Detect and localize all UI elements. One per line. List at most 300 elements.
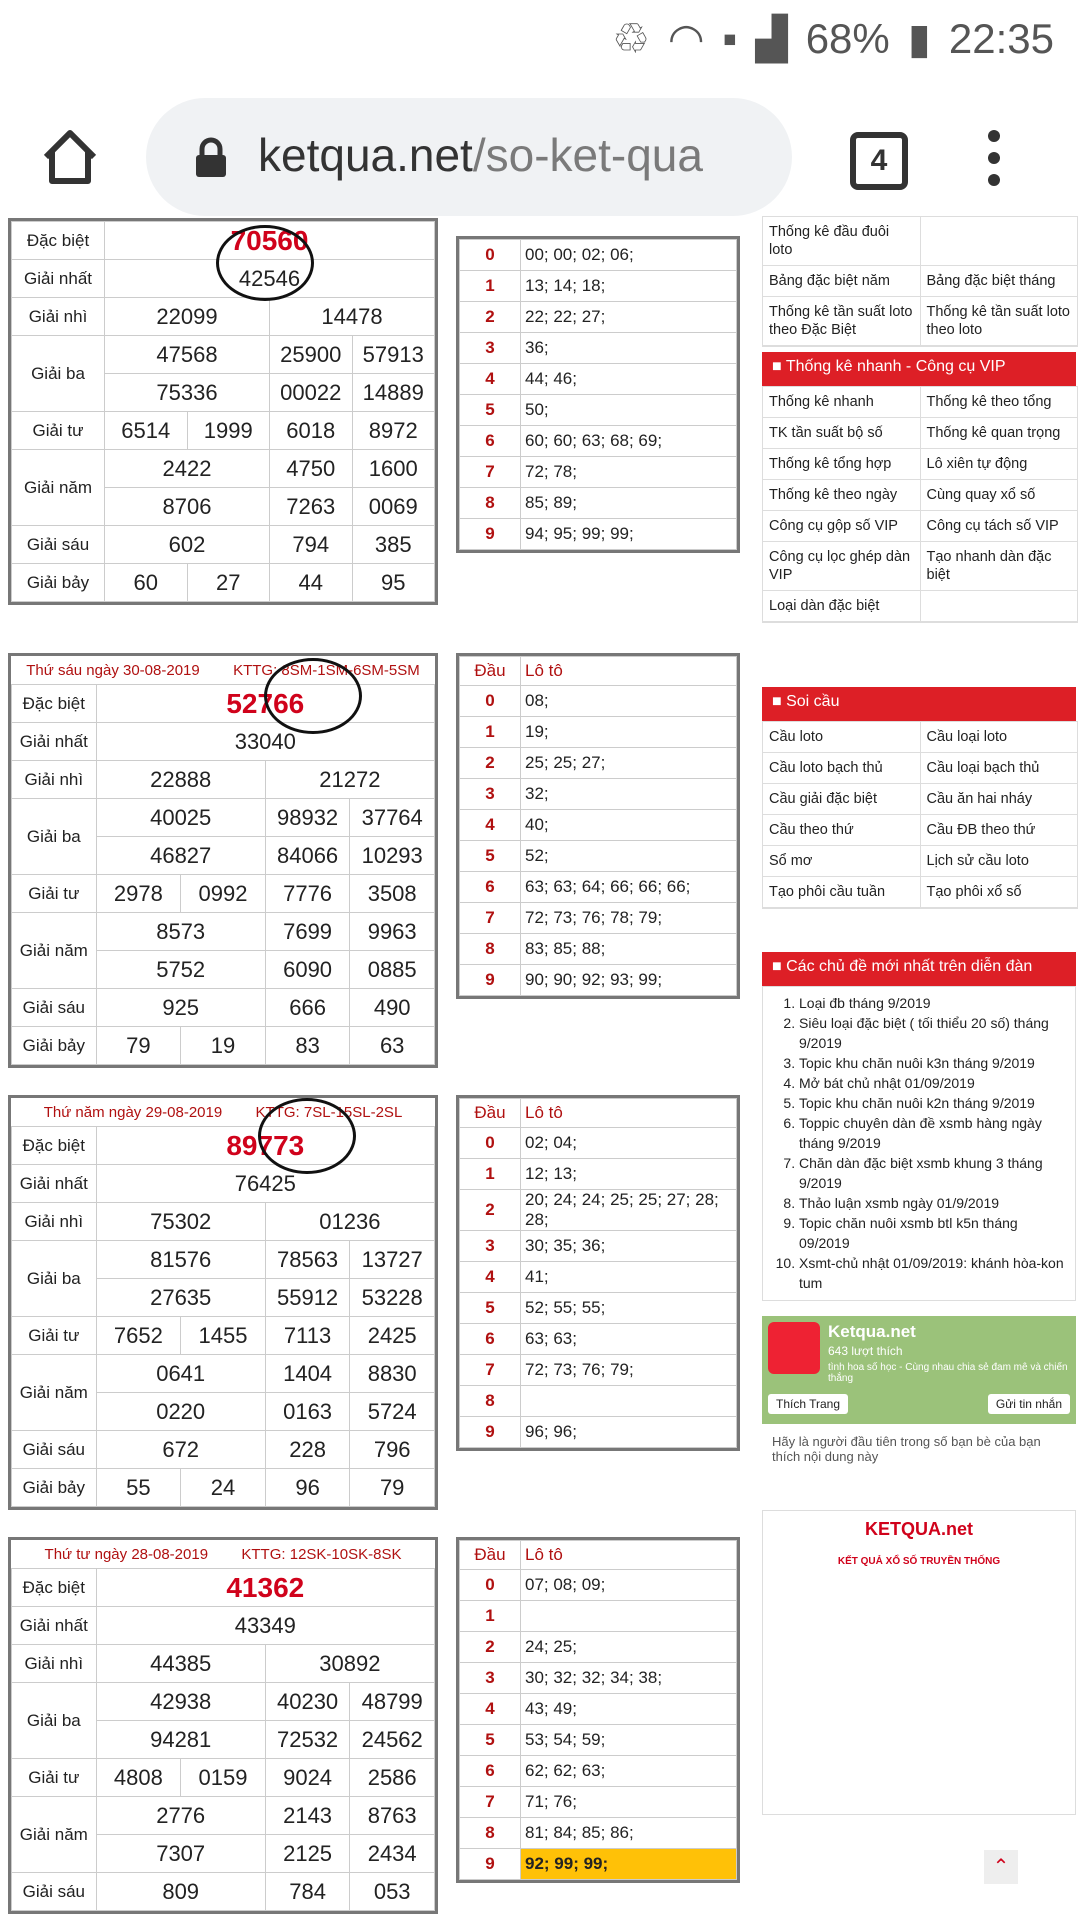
loto-values: 20; 24; 24; 25; 25; 27; 28; 28; [521,1190,737,1231]
thumb-logo: KETQUA.net [865,1519,973,1539]
second-prize: 22099 [105,298,270,336]
loto-head-digit: 2 [460,1190,521,1231]
chart-icon: ■ [772,358,786,375]
loto-head-digit: 9 [460,1417,521,1448]
label-g5: Giải năm [12,450,105,526]
sixth-prize: 490 [350,989,435,1027]
loto-values: 30; 35; 36; [521,1231,737,1262]
third-prize: 48799 [350,1683,435,1721]
loto-head-digit: 0 [460,1570,521,1601]
loto-head-digit: 1 [460,271,521,302]
sidebar-row [763,815,1077,846]
sidebar-link[interactable]: Cầu giải đặc biệt [763,784,921,814]
loto-head-digit: 7 [460,1355,521,1386]
loto-values: 92; 99; 99; [521,1849,737,1880]
sidebar-link-grid [762,721,1078,909]
special-prize: 52766 [96,685,434,723]
loto-table [456,1095,740,1451]
third-prize: 81576 [96,1241,265,1279]
label-g2: Giải nhì [12,1645,97,1683]
sidebar-link[interactable]: Thống kê tổng hợp [763,449,921,479]
fourth-prize: 7776 [265,875,350,913]
third-prize: 10293 [350,837,435,875]
sidebar-section-header [762,952,1076,986]
third-prize: 14889 [352,374,435,412]
sidebar-link[interactable]: Tạo nhanh dàn đặc biệt [926,549,1052,583]
wifi-icon: ◠ [667,15,705,62]
loto-head-digit: 2 [460,1632,521,1663]
loto-head-digit: 8 [460,934,521,965]
special-prize: 89773 [96,1127,434,1165]
third-prize: 40025 [96,799,265,837]
fifth-prize: 8830 [350,1355,435,1393]
loto-table [456,653,740,999]
sidebar-link-grid [762,216,1078,347]
loto-values: 02; 04; [521,1128,737,1159]
sixth-prize: 796 [350,1431,435,1469]
seventh-prize: 63 [350,1027,435,1065]
recycle-icon: ♲ [612,15,650,62]
third-prize: 94281 [96,1721,265,1759]
forum-topic-link[interactable]: 4. Mở bát chủ nhật 01/09/2019 [799,1073,1069,1093]
third-prize: 78563 [265,1241,350,1279]
loto-table [456,236,740,553]
fourth-prize: 9024 [265,1759,350,1797]
second-prize: 14478 [270,298,435,336]
seventh-prize: 44 [270,564,353,602]
loto-head-digit: 6 [460,1324,521,1355]
url-text [258,128,703,182]
loto-values: 25; 25; 27; [521,748,737,779]
third-prize: 84066 [265,837,350,875]
sidebar-link[interactable]: Lô xiên tự động [926,456,1028,472]
label-db: Đặc biệt [12,1569,97,1607]
result-table [8,653,438,1068]
loto-head-digit: 2 [460,302,521,333]
forum-topic-link[interactable]: 3. Topic khu chăn nuôi k3n tháng 9/2019 [799,1053,1069,1073]
sidebar-link[interactable]: TK tần suất bộ số [763,418,921,448]
fb-page-name[interactable]: Ketqua.net [828,1322,916,1341]
loto-head-digit: 9 [460,1849,521,1880]
loto-head-digit: 6 [460,1756,521,1787]
loto-head-digit: 9 [460,965,521,996]
loto-values: 72; 73; 76; 79; [521,1355,737,1386]
fb-likes: 643 lượt thích [828,1344,903,1358]
label-db: Đặc biệt [12,1127,97,1165]
loto-values [521,1601,737,1632]
third-prize: 46827 [96,837,265,875]
sidebar-link[interactable]: Cầu loto [763,722,921,752]
label-g1: Giải nhất [12,260,105,298]
special-prize: 41362 [96,1569,434,1607]
loto-values: 41; [521,1262,737,1293]
loto-values: 08; [521,686,737,717]
fourth-prize: 1999 [187,412,270,450]
first-prize: 33040 [96,723,434,761]
sidebar-link[interactable]: Thống kê tần suất loto theo Đặc Biệt [763,297,921,345]
forum-topic-link[interactable]: 1. Loại đb tháng 9/2019 [799,993,1069,1013]
draw-date: Thứ tư ngày 28-08-2019 [44,1545,209,1563]
third-prize: 57913 [352,336,435,374]
label-g7: Giải bảy [12,1027,97,1065]
fourth-prize: 2978 [96,875,181,913]
sixth-prize: 809 [96,1873,265,1911]
sidebar-link[interactable]: Loại dàn đặc biệt [763,591,921,621]
loto-head-digit: 3 [460,1663,521,1694]
sixth-prize: 784 [265,1873,350,1911]
seventh-prize: 96 [265,1469,350,1507]
loto-head-digit: 0 [460,240,521,271]
loto-table [456,1537,740,1883]
loto-head-digit: 3 [460,1231,521,1262]
seventh-prize: 95 [352,564,435,602]
loto-values: 81; 84; 85; 86; [521,1818,737,1849]
second-prize: 75302 [96,1203,265,1241]
sidebar-row [763,722,1077,753]
fifth-prize: 8573 [96,913,265,951]
sidebar-link[interactable]: Thống kê đầu đuôi loto [763,217,921,265]
loto-values: 40; [521,810,737,841]
sidebar-link[interactable]: Công cụ lọc ghép dàn VIP [763,542,921,590]
message-icon: ▪ [722,14,738,62]
loto-head-digit: 6 [460,426,521,457]
fourth-prize: 0992 [181,875,266,913]
sidebar-row [763,217,1077,266]
section-title: Các chủ đề mới nhất trên diễn đàn [786,958,1033,975]
loto-head-digit: 5 [460,1725,521,1756]
forum-topic-link[interactable]: 10. Xsmt-chủ nhật 01/09/2019: khánh hòa-kon tum [799,1253,1069,1293]
sidebar-link[interactable]: Thống kê tần suất loto theo loto [926,304,1070,338]
loto-head-digit: 1 [460,1159,521,1190]
first-prize: 43349 [96,1607,434,1645]
sidebar-link[interactable]: Sổ mơ [763,846,921,876]
seventh-prize: 27 [187,564,270,602]
loto-head-digit: 5 [460,395,521,426]
fifth-prize: 0641 [96,1355,265,1393]
second-prize: 44385 [96,1645,265,1683]
loto-head-digit: 7 [460,903,521,934]
label-g5: Giải năm [12,1797,97,1873]
fourth-prize: 2586 [350,1759,435,1797]
fb-logo [768,1322,820,1374]
label-g4: Giải tư [12,412,105,450]
section-title: Soi cầu [786,693,840,710]
loto-values: 63; 63; [521,1324,737,1355]
dau-header: Đầu [460,657,521,686]
label-g3: Giải ba [12,1683,97,1759]
label-g3: Giải ba [12,1241,97,1317]
fourth-prize: 1455 [181,1317,266,1355]
sixth-prize: 228 [265,1431,350,1469]
second-prize: 22888 [96,761,265,799]
forum-topic-link[interactable]: 8. Thảo luận xsmb ngày 01/9/2019 [799,1193,1069,1213]
label-g2: Giải nhì [12,298,105,336]
label-g3: Giải ba [12,799,97,875]
label-g4: Giải tư [12,875,97,913]
loto-values: 43; 49; [521,1694,737,1725]
sixth-prize: 794 [270,526,353,564]
sidebar-link[interactable]: Thống kê theo tổng [926,394,1052,410]
dau-header: Đầu [460,1099,521,1128]
fourth-prize: 7113 [265,1317,350,1355]
handwritten-circle [258,1098,356,1174]
loto-values: 12; 13; [521,1159,737,1190]
sidebar-link[interactable]: Thống kê theo ngày [763,480,921,510]
page-content [0,224,1080,1920]
fourth-prize: 0159 [181,1759,266,1797]
second-prize: 01236 [265,1203,434,1241]
sixth-prize: 672 [96,1431,265,1469]
fifth-prize: 1600 [352,450,435,488]
loto-values: 60; 60; 63; 68; 69; [521,426,737,457]
fifth-prize: 9963 [350,913,435,951]
label-g2: Giải nhì [12,1203,97,1241]
signal-icon: ▟ [755,15,788,62]
sidebar-row [763,449,1077,480]
sidebar-link [921,217,1078,265]
address-bar[interactable] [146,98,792,216]
fb-note: Hãy là người đầu tiên trong số bạn bè của bạn thích nội dung này [772,1434,1041,1464]
loto-values: 07; 08; 09; [521,1570,737,1601]
loto-values: 30; 32; 32; 34; 38; [521,1663,737,1694]
second-prize: 30892 [265,1645,434,1683]
sidebar-row [763,511,1077,542]
thumb-title: KẾT QUẢ XỔ SỐ TRUYỀN THỐNG [837,1556,1001,1567]
lock-icon [194,138,228,178]
loto-head-digit: 8 [460,488,521,519]
loto-values: 52; [521,841,737,872]
facebook-page-widget[interactable] [762,1316,1076,1424]
label-g5: Giải năm [12,1355,97,1431]
results-thumbnail-image [762,1510,1076,1815]
scroll-to-top-button[interactable]: ⌃ [984,1850,1018,1884]
label-g6: Giải sáu [12,1873,97,1911]
like-page-button[interactable]: Thích Trang [768,1394,848,1414]
label-g6: Giải sáu [12,526,105,564]
loto-values: 00; 00; 02; 06; [521,240,737,271]
sidebar-link-grid [762,386,1078,623]
loto-head-digit: 4 [460,1694,521,1725]
fourth-prize: 6514 [105,412,188,450]
sidebar-link[interactable]: Cầu ĐB theo thứ [926,822,1036,838]
loto-head-digit: 4 [460,810,521,841]
loto-head-digit: 4 [460,364,521,395]
sidebar-section-header [762,687,1076,721]
sidebar-link[interactable]: Công cụ tách số VIP [926,518,1059,534]
third-prize: 42938 [96,1683,265,1721]
loto-values: 36; [521,333,737,364]
sidebar-row [763,877,1077,908]
result-table [8,1095,438,1510]
loto-header: Lô tô [521,657,737,686]
sidebar-link[interactable]: Cầu ăn hai nháy [926,791,1033,807]
second-prize: 21272 [265,761,434,799]
loto-head-digit: 2 [460,748,521,779]
sixth-prize: 385 [352,526,435,564]
first-prize: 42546 [105,260,435,298]
loto-head-digit: 8 [460,1386,521,1417]
loto-values: 72; 73; 76; 78; 79; [521,903,737,934]
loto-values [521,1386,737,1417]
sidebar-link[interactable]: Tạo phôi xổ số [926,884,1022,900]
fourth-prize: 2425 [350,1317,435,1355]
loto-values: 19; [521,717,737,748]
fifth-prize: 7699 [265,913,350,951]
loto-head-digit: 9 [460,519,521,550]
fifth-prize: 7263 [270,488,353,526]
loto-values: 71; 76; [521,1787,737,1818]
loto-values: 24; 25; [521,1632,737,1663]
fb-tagline: tình hoa số học - Cùng nhau chia sẻ đam mê và chiến thắng [828,1362,1068,1384]
third-prize: 98932 [265,799,350,837]
sixth-prize: 053 [350,1873,435,1911]
seventh-prize: 83 [265,1027,350,1065]
sidebar-row [763,387,1077,418]
label-g3: Giải ba [12,336,105,412]
third-prize: 25900 [270,336,353,374]
fifth-prize: 6090 [265,951,350,989]
seventh-prize: 79 [350,1469,435,1507]
third-prize: 27635 [96,1279,265,1317]
label-g6: Giải sáu [12,989,97,1027]
forum-topic-link[interactable]: 5. Topic khu chăn nuôi k2n tháng 9/2019 [799,1093,1069,1113]
draw-date: Thứ sáu ngày 30-08-2019 [26,661,200,679]
sidebar-row [763,591,1077,622]
draw-kttg: KTTG: 12SK-10SK-8SK [241,1545,402,1563]
sidebar-link[interactable]: Bảng đặc biệt năm [763,266,921,296]
third-prize: 00022 [270,374,353,412]
fifth-prize: 2143 [265,1797,350,1835]
loto-values: 13; 14; 18; [521,271,737,302]
sixth-prize: 666 [265,989,350,1027]
sidebar-row [763,753,1077,784]
loto-values: 85; 89; [521,488,737,519]
fifth-prize: 2776 [96,1797,265,1835]
special-prize: 70560 [105,222,435,260]
label-db: Đặc biệt [12,685,97,723]
label-g2: Giải nhì [12,761,97,799]
forum-topic-link[interactable]: 2. Siêu loại đặc biệt ( tối thiểu 20 số) tháng 9/2019 [799,1013,1069,1053]
loto-head-digit: 5 [460,1293,521,1324]
sidebar-link[interactable]: Cầu loại loto [926,729,1008,745]
third-prize: 55912 [265,1279,350,1317]
handwritten-circle [216,225,314,301]
loto-head-digit: 0 [460,1128,521,1159]
tab-switcher-button[interactable]: 4 [850,132,908,190]
status-icons [612,14,1054,63]
fourth-prize: 4808 [96,1759,181,1797]
draw-kttg: KTTG: 8SM-1SM-6SM-5SM [233,661,420,679]
browser-toolbar [0,72,1080,238]
sixth-prize: 925 [96,989,265,1027]
third-prize: 40230 [265,1683,350,1721]
loto-values: 94; 95; 99; 99; [521,519,737,550]
seventh-prize: 55 [96,1469,181,1507]
result-table [8,1537,438,1914]
seventh-prize: 24 [181,1469,266,1507]
loto-head-digit: 3 [460,779,521,810]
sidebar-link[interactable]: Cầu loại bạch thủ [926,760,1040,776]
label-g5: Giải năm [12,913,97,989]
loto-values: 53; 54; 59; [521,1725,737,1756]
forum-topic-link[interactable]: 6. Toppic chuyên dàn đề xsmb hàng ngày tháng 9/2019 [799,1113,1069,1153]
loto-head-digit: 1 [460,1601,521,1632]
third-prize: 75336 [105,374,270,412]
loto-head-digit: 4 [460,1262,521,1293]
sidebar-link[interactable]: Cùng quay xổ số [926,487,1036,503]
third-prize: 13727 [350,1241,435,1279]
fifth-prize: 7307 [96,1835,265,1873]
battery-icon: ▮ [907,15,931,62]
sidebar-row [763,266,1077,297]
fifth-prize: 0220 [96,1393,265,1431]
fifth-prize: 2125 [265,1835,350,1873]
sidebar-link[interactable]: Công cụ gộp số VIP [763,511,921,541]
overflow-menu-icon[interactable] [988,130,1002,196]
fifth-prize: 5752 [96,951,265,989]
fourth-prize: 8972 [352,412,435,450]
label-g6: Giải sáu [12,1431,97,1469]
third-prize: 24562 [350,1721,435,1759]
sidebar-link[interactable]: Bảng đặc biệt tháng [926,273,1056,289]
home-icon[interactable] [40,127,100,187]
loto-head-digit: 5 [460,841,521,872]
sidebar-row [763,297,1077,346]
sidebar-link[interactable]: Thống kê nhanh [763,387,921,417]
loto-values: 83; 85; 88; [521,934,737,965]
sidebar-link[interactable]: Tạo phôi cầu tuần [763,877,921,907]
label-g7: Giải bảy [12,1469,97,1507]
forum-topic-link[interactable]: 7. Chăn dàn đặc biệt xsmb khung 3 tháng 9/2019 [799,1153,1069,1193]
section-title: Thống kê nhanh - Công cụ VIP [785,358,1006,375]
loto-head-digit: 0 [460,686,521,717]
draw-date: Thứ năm ngày 29-08-2019 [43,1103,223,1121]
draw-kttg: KTTG: 7SL-15SL-2SL [255,1103,403,1121]
fourth-prize: 7652 [96,1317,181,1355]
loto-values: 90; 90; 92; 93; 99; [521,965,737,996]
label-g4: Giải tư [12,1759,97,1797]
loto-head-digit: 1 [460,717,521,748]
dau-header: Đầu [460,1541,521,1570]
sidebar-row [763,418,1077,449]
send-message-button[interactable]: Gửi tin nhắn [988,1394,1070,1414]
label-g7: Giải bảy [12,564,105,602]
sidebar-link[interactable]: Thống kê quan trọng [926,425,1061,441]
sidebar-row [763,480,1077,511]
first-prize: 76425 [96,1165,434,1203]
fifth-prize: 4750 [270,450,353,488]
url-host: ketqua.net [258,129,473,181]
sidebar-row [763,784,1077,815]
label-g1: Giải nhất [12,1165,97,1203]
loto-values: 44; 46; [521,364,737,395]
loto-header: Lô tô [521,1099,737,1128]
third-prize: 53228 [350,1279,435,1317]
sidebar-row [763,542,1077,591]
fifth-prize: 8706 [105,488,270,526]
forum-topic-link[interactable]: 9. Topic chăn nuôi xsmb btl k5n tháng 09/2019 [799,1213,1069,1253]
handwritten-circle [264,658,362,734]
label-db: Đặc biệt [12,222,105,260]
users-icon: ■ [772,958,787,975]
seventh-prize: 60 [105,564,188,602]
label-g1: Giải nhất [12,723,97,761]
sidebar-link[interactable]: Cầu loto bạch thủ [763,753,921,783]
sidebar-link[interactable]: Cầu theo thứ [763,815,921,845]
url-path: /so-ket-qua [472,129,703,181]
loto-values: 72; 78; [521,457,737,488]
sidebar-link[interactable]: Lịch sử cầu loto [926,853,1029,869]
